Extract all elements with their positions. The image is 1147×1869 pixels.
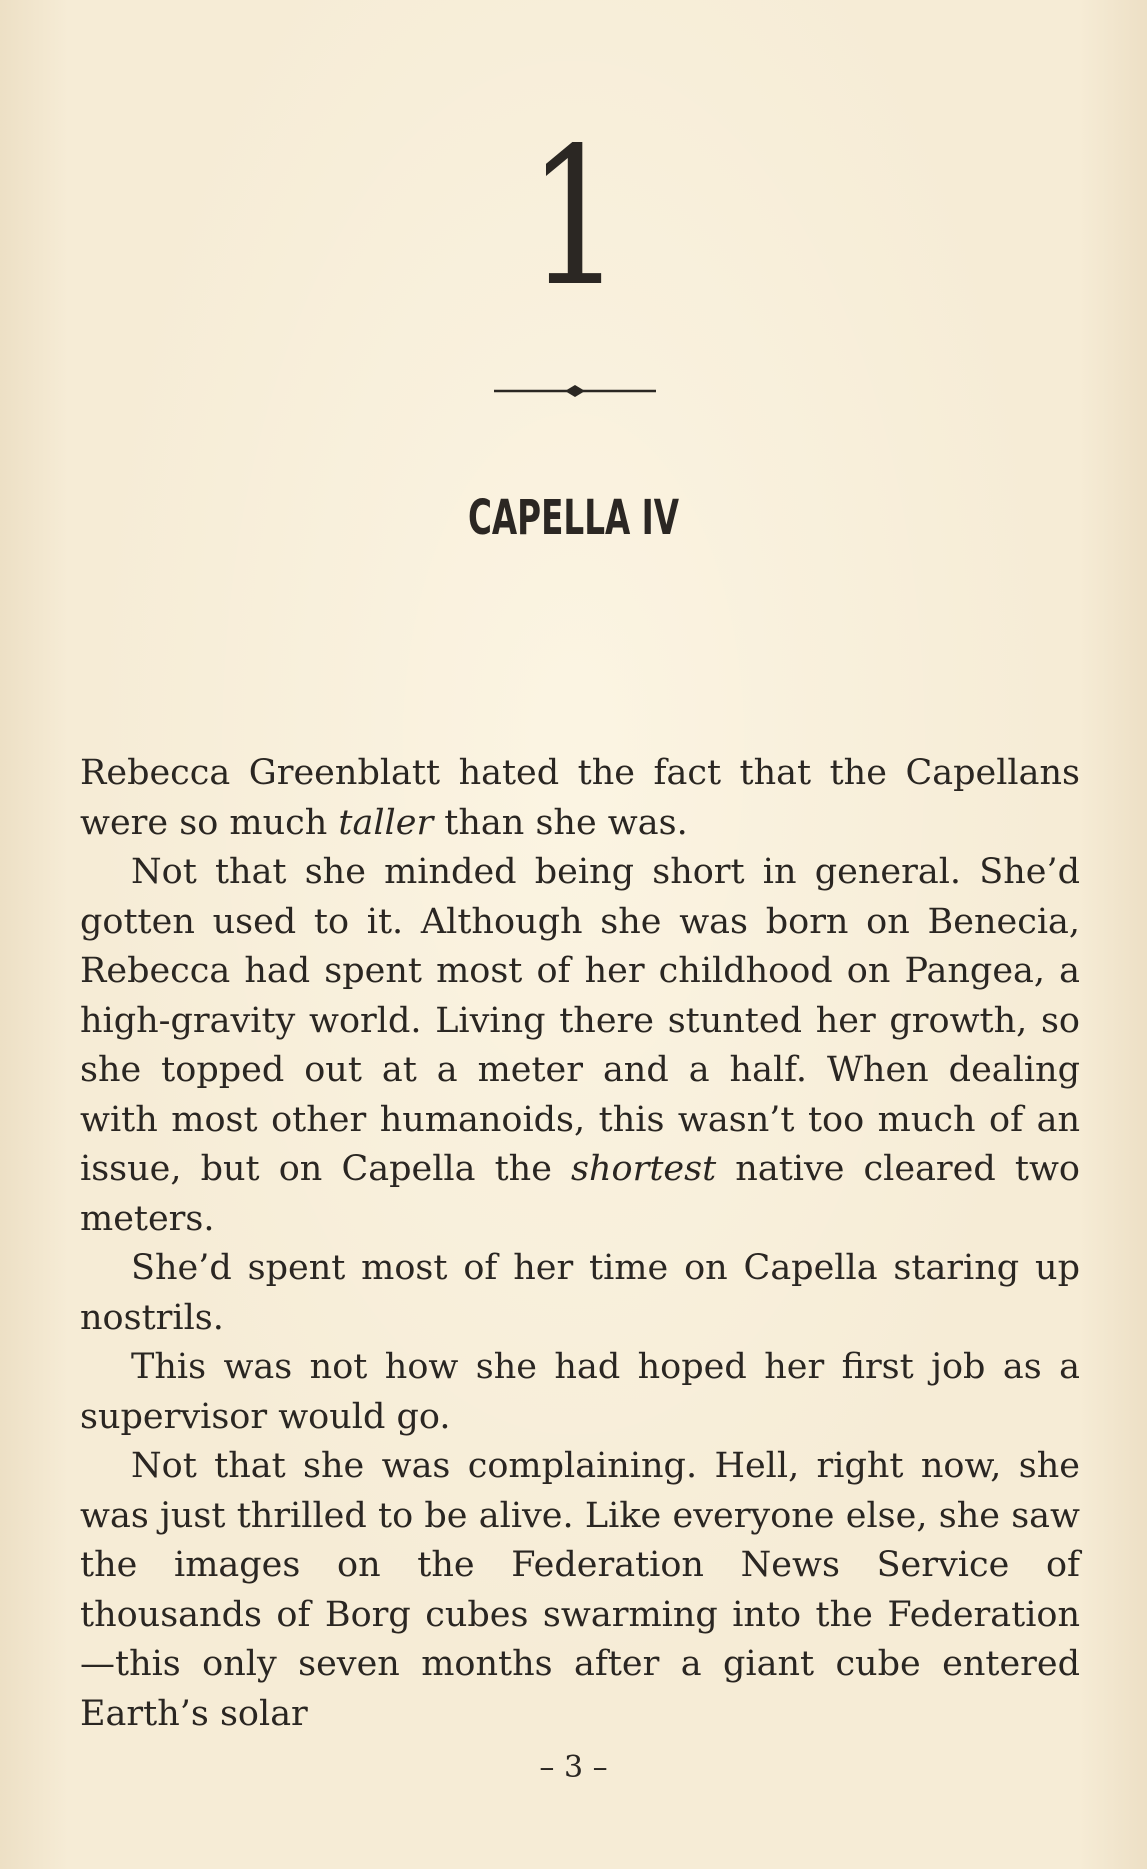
italic-emphasis: taller xyxy=(338,802,434,843)
paragraph-text: than she was. xyxy=(433,802,688,843)
paragraph-text: Rebecca Greenblatt hated the fact that the Capellans were so much xyxy=(80,753,1080,843)
page-number: – 3 – xyxy=(539,1750,608,1785)
paragraph-text: Not that she minded being short in general. She’d gotten used to it. Although she was born on Benecia, Rebecca had spent most of her childhood on Pangea, a high-gravity world. Living there stunted her growth, so she topped out at a meter and a half. When dealing with most other humanoids, this wasn’t too much of an issue, but on Capella the xyxy=(80,852,1080,1189)
paragraph-text: She’d spent most of her time on Capella staring up nostrils. xyxy=(80,1248,1080,1338)
body-paragraph xyxy=(80,848,1080,1244)
chapter-body-text xyxy=(80,749,1080,1739)
paragraph-text: This was not how she had hoped her first job as a supervisor would go. xyxy=(80,1347,1080,1437)
paragraph-text: Not that she was complaining. Hell, right now, she was just thrilled to be alive. Like everyone else, she saw the images on the Federation News Service of thousands of Borg cubes swarming into the Federation—this only seven months after a giant cube entered Earth’s solar xyxy=(80,1446,1080,1734)
body-paragraph xyxy=(80,1442,1080,1739)
body-paragraph xyxy=(80,1343,1080,1442)
paragraph-text: native cleared two meters. xyxy=(80,1149,1080,1239)
chapter-number: 1 xyxy=(527,107,620,328)
body-paragraph xyxy=(80,749,1080,848)
italic-emphasis: shortest xyxy=(571,1149,717,1189)
chapter-title: CAPELLA IV xyxy=(467,490,680,546)
chapter-ornament-divider xyxy=(492,381,658,401)
body-paragraph xyxy=(80,1244,1080,1343)
